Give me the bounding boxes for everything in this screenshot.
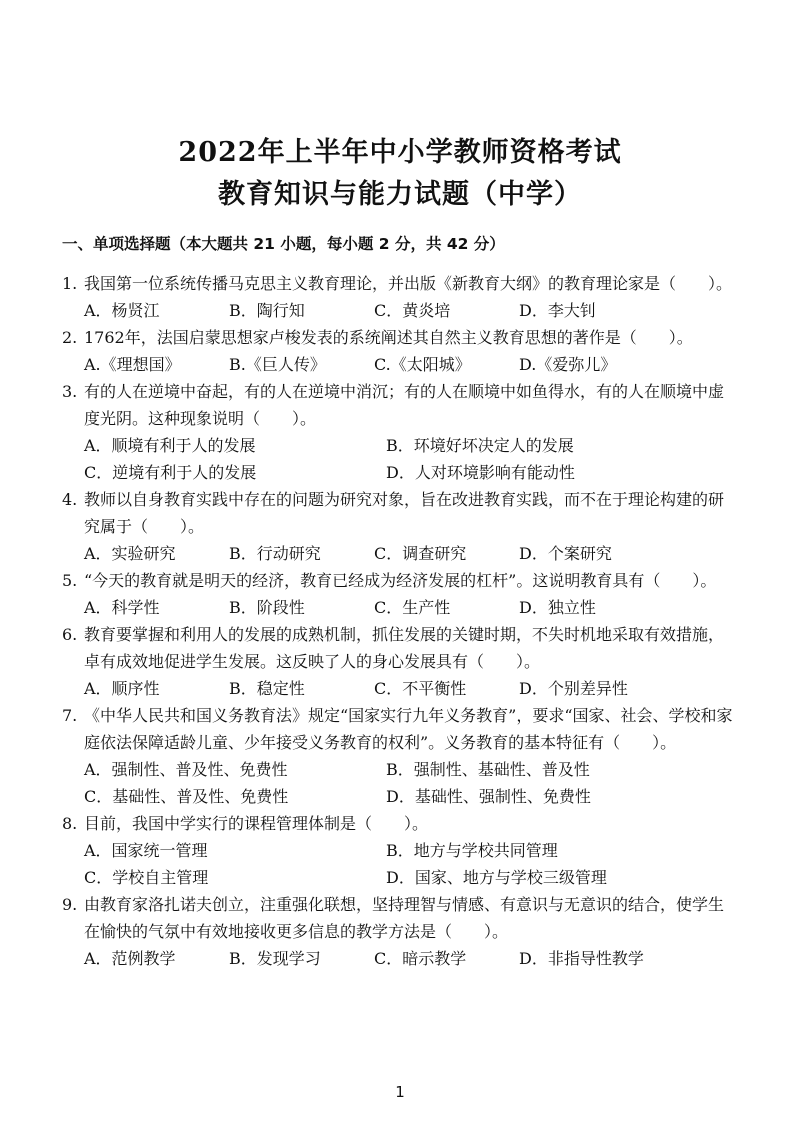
option-a: A.《理想国》 [84,355,181,374]
question-5 [62,567,734,621]
question-stem: 目前，我国中学实行的课程管理体制是（ ）。 [84,814,429,833]
question-number: 2. [62,328,78,347]
option-d: D.《爱弥儿》 [519,355,617,374]
question-9 [62,891,734,972]
option-a: A．国家统一管理 [84,841,208,860]
page-title: 2022年上半年中小学教师资格考试 [178,137,622,168]
question-number: 5. [62,571,78,590]
question-stem: 我国第一位系统传播马克思主义教育理论，并出版《新教育大纲》的教育理论家是（ ）。 [84,274,733,293]
option-d: D．非指导性教学 [519,949,644,968]
option-b: B．阶段性 [229,598,305,617]
option-row [84,756,734,810]
question-1 [62,270,734,324]
question-stem: “今天的教育就是明天的经济，教育已经成为经济发展的杠杆”。这说明教育具有（ ）。 [84,571,717,590]
question-stem: 《中华人民共和国义务教育法》规定“国家实行九年义务教育”，要求“国家、社会、学校和家庭依法保障适龄儿童、少年接受义务教育的权利”。义务教育的基本特征有（ ）。 [84,706,733,752]
option-c: C．生产性 [374,598,451,617]
option-a: A．实验研究 [84,544,176,563]
option-c: C．不平衡性 [374,679,467,698]
option-c: C．学校自主管理 [84,868,209,887]
option-d: D．基础性、强制性、免费性 [386,787,591,806]
option-d: D．独立性 [519,598,596,617]
option-a: A．科学性 [84,598,160,617]
option-d: D．李大钊 [519,301,596,320]
option-row [84,540,734,567]
question-number: 6. [62,625,78,644]
question-8 [62,810,734,891]
option-b: B.《巨人传》 [229,355,326,374]
option-d: D．人对环境影响有能动性 [386,463,575,482]
option-b: B．行动研究 [229,544,321,563]
question-number: 7. [62,706,78,725]
option-c: C．黄炎培 [374,301,451,320]
option-c: C.《太阳城》 [374,355,471,374]
option-a: A．强制性、普及性、免费性 [84,760,288,779]
question-7 [62,702,734,810]
option-d: D．个别差异性 [519,679,628,698]
option-b: B．地方与学校共同管理 [386,841,558,860]
option-a: A．顺序性 [84,679,160,698]
question-4 [62,486,734,567]
question-6 [62,621,734,702]
option-c: C．基础性、普及性、免费性 [84,787,289,806]
question-stem: 有的人在逆境中奋起，有的人在逆境中消沉；有的人在顺境中如鱼得水，有的人在顺境中虚度光阴。这种现象说明（ ）。 [84,382,725,428]
question-number: 4. [62,490,78,509]
question-number: 1. [62,274,78,293]
option-row [84,945,734,972]
option-b: B．发现学习 [229,949,321,968]
section-heading: 一、单项选择题（本大题共 21 小题，每小题 2 分，共 42 分） [62,235,505,253]
option-d: D．国家、地方与学校三级管理 [386,868,607,887]
option-c: C．暗示教学 [374,949,467,968]
option-c: C．逆境有利于人的发展 [84,463,257,482]
option-b: B．环境好坏决定人的发展 [386,436,574,455]
question-number: 3. [62,382,78,401]
question-3 [62,378,734,486]
option-b: B．强制性、基础性、普及性 [386,760,590,779]
question-2 [62,324,734,378]
option-a: A．杨贤江 [84,301,160,320]
option-row [84,432,734,486]
option-d: D．个案研究 [519,544,612,563]
question-number: 9. [62,895,78,914]
option-row [84,837,734,891]
page-subtitle: 教育知识与能力试题（中学） [218,179,582,210]
option-row [84,594,734,621]
option-a: A．顺境有利于人的发展 [84,436,256,455]
page-number: 1 [395,1083,405,1101]
option-c: C．调查研究 [374,544,467,563]
question-list [0,270,800,972]
question-stem: 教师以自身教育实践中存在的问题为研究对象，旨在改进教育实践，而不在于理论构建的研究属于（ ）。 [84,490,725,536]
question-stem: 1762年，法国启蒙思想家卢梭发表的系统阐述其自然主义教育思想的著作是（ ）。 [84,328,693,347]
question-stem: 由教育家洛扎诺夫创立，注重强化联想，坚持理智与情感、有意识与无意识的结合，使学生在愉快的气氛中有效地接收更多信息的教学方法是（ ）。 [84,895,725,941]
option-row [84,675,734,702]
option-b: B．稳定性 [229,679,305,698]
question-stem: 教育要掌握和利用人的发展的成熟机制，抓住发展的关键时期，不失时机地采取有效措施，卓有成效地促进学生发展。这反映了人的身心发展具有（ ）。 [84,625,725,671]
question-number: 8. [62,814,78,833]
option-b: B．陶行知 [229,301,305,320]
option-row [84,351,734,378]
option-a: A．范例教学 [84,949,176,968]
option-row [84,297,734,324]
